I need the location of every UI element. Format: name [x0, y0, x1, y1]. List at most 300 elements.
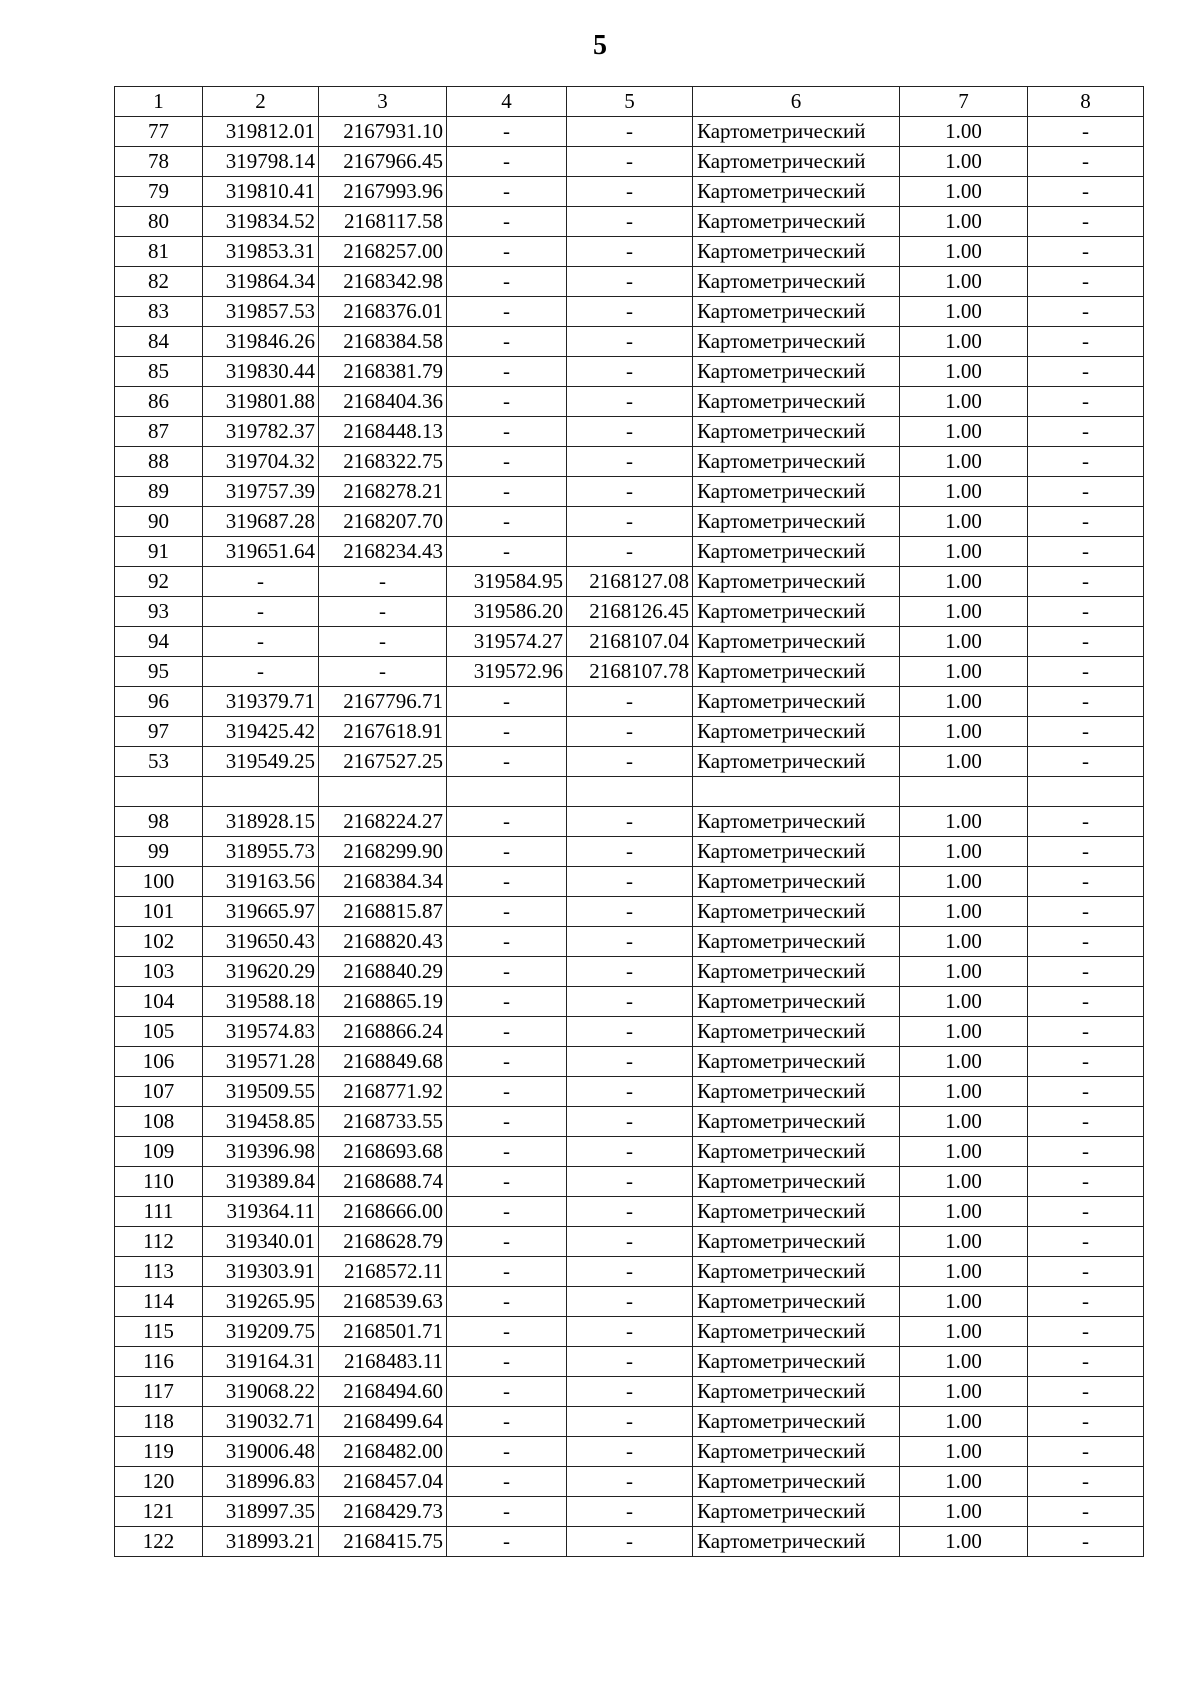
table-row	[115, 957, 1144, 987]
table-cell: 2168448.13	[319, 417, 447, 447]
table-cell: -	[447, 837, 567, 867]
table-cell	[447, 777, 567, 807]
table-header-row	[115, 87, 1144, 117]
table-cell: 319864.34	[203, 267, 319, 297]
table-cell: 53	[115, 747, 203, 777]
table-cell: -	[1028, 177, 1144, 207]
table-row	[115, 1197, 1144, 1227]
table-cell: Картометрический	[693, 807, 900, 837]
table-cell: -	[567, 1467, 693, 1497]
table-cell: 114	[115, 1287, 203, 1317]
table-cell: 1.00	[900, 477, 1028, 507]
table-cell: Картометрический	[693, 177, 900, 207]
table-cell: -	[567, 267, 693, 297]
table-cell: 2168322.75	[319, 447, 447, 477]
table-cell: 2167618.91	[319, 717, 447, 747]
table-cell: 1.00	[900, 717, 1028, 747]
table-cell: 319068.22	[203, 1377, 319, 1407]
table-cell: Картометрический	[693, 447, 900, 477]
table-cell: 1.00	[900, 387, 1028, 417]
table-cell: -	[1028, 387, 1144, 417]
table-cell: 319584.95	[447, 567, 567, 597]
column-header-3: 3	[319, 87, 447, 117]
table-cell: 102	[115, 927, 203, 957]
table-row	[115, 627, 1144, 657]
table-cell: -	[447, 1377, 567, 1407]
table-cell: 318928.15	[203, 807, 319, 837]
coordinates-table	[114, 86, 1144, 1557]
table-cell: 1.00	[900, 567, 1028, 597]
table-row	[115, 717, 1144, 747]
column-header-6: 6	[693, 87, 900, 117]
table-cell: 319782.37	[203, 417, 319, 447]
table-cell: Картометрический	[693, 147, 900, 177]
table-cell: -	[203, 597, 319, 627]
table-cell: -	[567, 687, 693, 717]
table-cell: 1.00	[900, 747, 1028, 777]
table-cell: -	[203, 627, 319, 657]
table-cell: -	[1028, 267, 1144, 297]
table-cell: 112	[115, 1227, 203, 1257]
table-cell: 319704.32	[203, 447, 319, 477]
table-cell: Картометрический	[693, 897, 900, 927]
table-cell: 113	[115, 1257, 203, 1287]
table-cell: 2168342.98	[319, 267, 447, 297]
table-cell: 1.00	[900, 147, 1028, 177]
table-row	[115, 897, 1144, 927]
table-cell: 318955.73	[203, 837, 319, 867]
table-cell: 88	[115, 447, 203, 477]
table-cell: 1.00	[900, 1347, 1028, 1377]
table-cell: -	[447, 717, 567, 747]
table-row	[115, 807, 1144, 837]
table-cell: Картометрический	[693, 507, 900, 537]
table-cell: -	[1028, 1437, 1144, 1467]
table-cell: Картометрический	[693, 1167, 900, 1197]
table-cell: -	[1028, 1047, 1144, 1077]
table-row	[115, 327, 1144, 357]
table-row	[115, 1227, 1144, 1257]
table-cell: -	[447, 1107, 567, 1137]
table-cell: 319857.53	[203, 297, 319, 327]
table-cell: 2167796.71	[319, 687, 447, 717]
table-cell: -	[203, 657, 319, 687]
table-cell: Картометрический	[693, 357, 900, 387]
table-cell: 1.00	[900, 327, 1028, 357]
table-cell: 1.00	[900, 1047, 1028, 1077]
table-cell: 1.00	[900, 1167, 1028, 1197]
table-row	[115, 597, 1144, 627]
table-cell: 1.00	[900, 117, 1028, 147]
table-cell: Картометрический	[693, 987, 900, 1017]
table-cell: 111	[115, 1197, 203, 1227]
table-cell: -	[447, 927, 567, 957]
table-cell: -	[567, 717, 693, 747]
table-row	[115, 1317, 1144, 1347]
table-cell: 319574.83	[203, 1017, 319, 1047]
table-cell: 1.00	[900, 1077, 1028, 1107]
table-cell: Картометрический	[693, 207, 900, 237]
table-cell: -	[1028, 807, 1144, 837]
table-cell: 2168865.19	[319, 987, 447, 1017]
table-cell: 96	[115, 687, 203, 717]
table-cell: 2168572.11	[319, 1257, 447, 1287]
table-cell: -	[447, 1437, 567, 1467]
table-cell: 1.00	[900, 297, 1028, 327]
table-cell: 318993.21	[203, 1527, 319, 1557]
table-cell: Картометрический	[693, 1437, 900, 1467]
table-cell: 319810.41	[203, 177, 319, 207]
table-row	[115, 987, 1144, 1017]
table-row	[115, 1167, 1144, 1197]
table-cell: -	[567, 897, 693, 927]
table-row	[115, 927, 1144, 957]
table-cell: 98	[115, 807, 203, 837]
table-cell: Картометрический	[693, 1137, 900, 1167]
table-cell: 1.00	[900, 537, 1028, 567]
table-cell: 319209.75	[203, 1317, 319, 1347]
table-cell: -	[1028, 537, 1144, 567]
table-cell: 319509.55	[203, 1077, 319, 1107]
table-cell: 1.00	[900, 447, 1028, 477]
table-cell: -	[1028, 117, 1144, 147]
table-cell: 319687.28	[203, 507, 319, 537]
table-cell: -	[1028, 297, 1144, 327]
table-cell: 2168384.34	[319, 867, 447, 897]
table-cell: 1.00	[900, 987, 1028, 1017]
table-cell: Картометрический	[693, 1257, 900, 1287]
table-cell: 117	[115, 1377, 203, 1407]
table-cell: 78	[115, 147, 203, 177]
table-cell: 2168224.27	[319, 807, 447, 837]
table-cell: 2168771.92	[319, 1077, 447, 1107]
table-cell: -	[447, 897, 567, 927]
table-cell: -	[567, 1167, 693, 1197]
table-cell: -	[567, 447, 693, 477]
table-cell: Картометрический	[693, 117, 900, 147]
table-cell: Картометрический	[693, 1407, 900, 1437]
table-cell: -	[319, 597, 447, 627]
table-cell: -	[447, 687, 567, 717]
table-cell: -	[567, 1077, 693, 1107]
table-cell: 319032.71	[203, 1407, 319, 1437]
table-cell: -	[1028, 567, 1144, 597]
table-cell: -	[1028, 597, 1144, 627]
table-cell: 1.00	[900, 897, 1028, 927]
table-cell: 319757.39	[203, 477, 319, 507]
column-header-1: 1	[115, 87, 203, 117]
table-cell: 1.00	[900, 627, 1028, 657]
table-cell: -	[1028, 1347, 1144, 1377]
table-cell: 99	[115, 837, 203, 867]
table-cell: 319853.31	[203, 237, 319, 267]
table-cell: 2168693.68	[319, 1137, 447, 1167]
column-header-2: 2	[203, 87, 319, 117]
table-cell: -	[1028, 1107, 1144, 1137]
table-cell	[115, 777, 203, 807]
table-cell: Картометрический	[693, 1527, 900, 1557]
table-cell: -	[567, 927, 693, 957]
table-cell: 319303.91	[203, 1257, 319, 1287]
table-cell: -	[447, 207, 567, 237]
table-cell: -	[1028, 357, 1144, 387]
table-cell: 2168820.43	[319, 927, 447, 957]
table-cell: 93	[115, 597, 203, 627]
table-row	[115, 1467, 1144, 1497]
table-cell: -	[567, 837, 693, 867]
table-cell: -	[567, 477, 693, 507]
table-row	[115, 537, 1144, 567]
table-cell: 2168234.43	[319, 537, 447, 567]
table-cell: 119	[115, 1437, 203, 1467]
table-cell: 120	[115, 1467, 203, 1497]
table-cell: 319164.31	[203, 1347, 319, 1377]
table-cell: -	[1028, 1317, 1144, 1347]
table-row	[115, 687, 1144, 717]
table-cell: 2168376.01	[319, 297, 447, 327]
table-cell: 1.00	[900, 657, 1028, 687]
table-cell: Картометрический	[693, 567, 900, 597]
table-cell: 319458.85	[203, 1107, 319, 1137]
table-cell: -	[447, 1407, 567, 1437]
table-cell: 319586.20	[447, 597, 567, 627]
table-cell: 104	[115, 987, 203, 1017]
table-cell: -	[447, 267, 567, 297]
table-cell: -	[447, 1347, 567, 1377]
table-cell: 103	[115, 957, 203, 987]
table-cell: 118	[115, 1407, 203, 1437]
table-cell: 1.00	[900, 267, 1028, 297]
table-cell: 90	[115, 507, 203, 537]
table-cell: 319574.27	[447, 627, 567, 657]
table-cell: 2168494.60	[319, 1377, 447, 1407]
table-cell: 1.00	[900, 1017, 1028, 1047]
table-cell: -	[567, 297, 693, 327]
table-cell: 115	[115, 1317, 203, 1347]
table-cell: -	[1028, 1167, 1144, 1197]
table-cell: 1.00	[900, 357, 1028, 387]
table-cell: -	[567, 507, 693, 537]
table-cell: -	[1028, 507, 1144, 537]
table-row	[115, 1497, 1144, 1527]
table-cell: Картометрический	[693, 597, 900, 627]
table-cell: -	[447, 957, 567, 987]
table-cell: Картометрический	[693, 1317, 900, 1347]
table-row	[115, 1287, 1144, 1317]
table-cell	[693, 777, 900, 807]
table-cell: 319620.29	[203, 957, 319, 987]
table-cell: -	[1028, 1197, 1144, 1227]
table-cell: 1.00	[900, 927, 1028, 957]
table-row	[115, 1407, 1144, 1437]
table-cell: Картометрический	[693, 1047, 900, 1077]
table-cell: 1.00	[900, 237, 1028, 267]
table-cell: -	[447, 507, 567, 537]
table-row	[115, 1047, 1144, 1077]
table-cell: 107	[115, 1077, 203, 1107]
table-cell: 2168117.58	[319, 207, 447, 237]
column-header-8: 8	[1028, 87, 1144, 117]
table-cell: 2167993.96	[319, 177, 447, 207]
table-cell: 1.00	[900, 1437, 1028, 1467]
table-row	[115, 147, 1144, 177]
table-cell: Картометрический	[693, 627, 900, 657]
table-cell: -	[447, 117, 567, 147]
table-cell: -	[447, 237, 567, 267]
table-cell: Картометрический	[693, 1227, 900, 1257]
table-cell: -	[447, 1197, 567, 1227]
table-cell: -	[447, 747, 567, 777]
table-cell: 1.00	[900, 597, 1028, 627]
table-cell: -	[567, 1497, 693, 1527]
table-cell: 110	[115, 1167, 203, 1197]
table-cell: 1.00	[900, 1107, 1028, 1137]
table-cell: -	[447, 1287, 567, 1317]
table-cell: 319340.01	[203, 1227, 319, 1257]
table-cell: -	[1028, 1137, 1144, 1167]
table-cell: 2168688.74	[319, 1167, 447, 1197]
table-cell: -	[567, 747, 693, 777]
table-cell: 319396.98	[203, 1137, 319, 1167]
table-cell: Картометрический	[693, 657, 900, 687]
table-row	[115, 507, 1144, 537]
table-cell: 318997.35	[203, 1497, 319, 1527]
table-cell: -	[1028, 927, 1144, 957]
table-cell: 87	[115, 417, 203, 447]
table-cell: 2168457.04	[319, 1467, 447, 1497]
table-cell: 319572.96	[447, 657, 567, 687]
table-cell: 2168628.79	[319, 1227, 447, 1257]
table-cell: 82	[115, 267, 203, 297]
table-row	[115, 1347, 1144, 1377]
table-cell: -	[1028, 1497, 1144, 1527]
table-row	[115, 267, 1144, 297]
table-cell: 106	[115, 1047, 203, 1077]
table-cell: -	[1028, 627, 1144, 657]
table-cell: -	[447, 177, 567, 207]
table-row	[115, 297, 1144, 327]
table-cell: -	[447, 1077, 567, 1107]
table-cell: -	[447, 447, 567, 477]
table-cell: -	[567, 207, 693, 237]
table-cell: Картометрический	[693, 1287, 900, 1317]
table-cell: 2168278.21	[319, 477, 447, 507]
table-cell: Картометрический	[693, 1077, 900, 1107]
table-cell: -	[1028, 1407, 1144, 1437]
table-cell: -	[1028, 1017, 1144, 1047]
table-cell: 94	[115, 627, 203, 657]
column-header-7: 7	[900, 87, 1028, 117]
table-cell: -	[447, 147, 567, 177]
table-cell: Картометрический	[693, 717, 900, 747]
table-cell: 108	[115, 1107, 203, 1137]
table-cell: 319425.42	[203, 717, 319, 747]
table-cell: -	[567, 1437, 693, 1467]
table-cell: -	[447, 1047, 567, 1077]
table-cell: 319265.95	[203, 1287, 319, 1317]
table-row	[115, 477, 1144, 507]
table-cell	[203, 777, 319, 807]
table-cell: Картометрический	[693, 1467, 900, 1497]
table-cell: -	[1028, 687, 1144, 717]
table-cell: 2168127.08	[567, 567, 693, 597]
table-cell: -	[447, 297, 567, 327]
table-cell: -	[567, 957, 693, 987]
table-cell: 2168482.00	[319, 1437, 447, 1467]
table-row	[115, 867, 1144, 897]
table-row	[115, 1437, 1144, 1467]
table-cell: -	[567, 237, 693, 267]
table-cell: 319846.26	[203, 327, 319, 357]
table-cell: -	[567, 327, 693, 357]
table-cell: -	[1028, 207, 1144, 237]
table-cell: -	[1028, 1287, 1144, 1317]
table-cell: 2168866.24	[319, 1017, 447, 1047]
table-row	[115, 177, 1144, 207]
table-cell: 1.00	[900, 1227, 1028, 1257]
table-cell: 1.00	[900, 1257, 1028, 1287]
table-cell: Картометрический	[693, 327, 900, 357]
table-cell: Картометрический	[693, 297, 900, 327]
table-row	[115, 777, 1144, 807]
table-cell: 81	[115, 237, 203, 267]
table-cell: 2168733.55	[319, 1107, 447, 1137]
table-row	[115, 1377, 1144, 1407]
page-number: 5	[593, 30, 607, 61]
table-cell: -	[447, 327, 567, 357]
table-cell: -	[447, 1137, 567, 1167]
table-row	[115, 417, 1144, 447]
table-cell: Картометрический	[693, 687, 900, 717]
table-cell: 2168429.73	[319, 1497, 447, 1527]
table-cell: 1.00	[900, 867, 1028, 897]
table-cell: Картометрический	[693, 1497, 900, 1527]
table-cell: -	[567, 177, 693, 207]
table-cell: Картометрический	[693, 747, 900, 777]
table-cell: -	[567, 1197, 693, 1227]
table-cell: 319812.01	[203, 117, 319, 147]
table-cell: 1.00	[900, 207, 1028, 237]
table-cell: -	[567, 147, 693, 177]
table-cell: 2167527.25	[319, 747, 447, 777]
table-cell: -	[1028, 477, 1144, 507]
table-cell: 2168107.04	[567, 627, 693, 657]
table-cell: 105	[115, 1017, 203, 1047]
table-cell: 2168849.68	[319, 1047, 447, 1077]
table-cell: 83	[115, 297, 203, 327]
table-cell: 319665.97	[203, 897, 319, 927]
table-cell: -	[567, 1347, 693, 1377]
table-row	[115, 387, 1144, 417]
table-body	[115, 117, 1144, 1557]
table-cell: 2168415.75	[319, 1527, 447, 1557]
table-cell: 319006.48	[203, 1437, 319, 1467]
table-cell: -	[1028, 1077, 1144, 1107]
table-cell: 100	[115, 867, 203, 897]
table-cell: 95	[115, 657, 203, 687]
table-cell: 92	[115, 567, 203, 597]
table-cell: -	[1028, 1377, 1144, 1407]
table-cell: -	[319, 567, 447, 597]
table-cell: 1.00	[900, 1317, 1028, 1347]
table-cell: 77	[115, 117, 203, 147]
table-cell: 2168815.87	[319, 897, 447, 927]
table-cell: 319651.64	[203, 537, 319, 567]
table-cell: Картометрический	[693, 927, 900, 957]
table-cell: -	[567, 417, 693, 447]
table-cell: 2168299.90	[319, 837, 447, 867]
table-row	[115, 1257, 1144, 1287]
